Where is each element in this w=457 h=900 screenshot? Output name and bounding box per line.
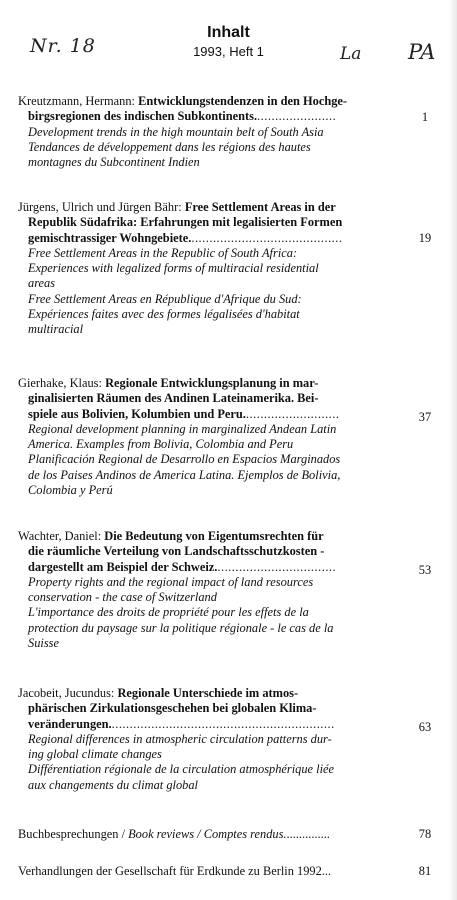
entry-author: Wachter, Daniel: [18, 529, 102, 543]
proceedings-page-number: 81 [418, 864, 432, 878]
leader-dots: .............. [286, 827, 330, 841]
entry-translation: Regional differences in atmospheric circulation patterns dur- [28, 731, 332, 746]
reviews-label-italic: Book reviews / Comptes rendus. [128, 827, 287, 841]
entry-translation: Free Settlement Areas en République d'Afrique du Sud: [28, 291, 302, 306]
handwritten-note-left: Nr. 18 [30, 35, 96, 57]
entry-title-line: spiele aus Bolivien, Kolumbien und Peru. [28, 406, 246, 421]
entry-translation: Free Settlement Areas in the Republic of South Africa: [28, 245, 298, 260]
entry-title-line: ginalisierten Räumen des Andinen Lateinamerika. Bei- [28, 391, 319, 406]
toc-entry[interactable] [18, 94, 400, 170]
entry-translation: Différentiation régionale de la circulation atmosphérique liée [28, 762, 335, 777]
entry-page-number: 1 [421, 110, 429, 124]
leader-dots: .............................................................. [111, 716, 335, 731]
entry-title-line: phärischen Zirkulationsgeschehen bei globalen Klima- [28, 701, 317, 716]
toc-entry[interactable] [18, 529, 400, 651]
entry-translation: conservation - the case of Switzerland [28, 590, 217, 605]
entry-translation: ing global climate changes [28, 747, 162, 762]
proceedings-label: Verhandlungen der Gesellschaft für Erdkunde zu Berlin 1992 [18, 864, 322, 878]
entry-translation: Suisse [28, 636, 59, 651]
entry-title-line: birgsregionen des indischen Subkontinents. [28, 109, 258, 124]
entry-translation: Colombia y Perú [28, 483, 113, 498]
toc-entry-proceedings[interactable] [18, 864, 400, 879]
entry-translation: Property rights and the regional impact of land resources [28, 574, 314, 589]
toc-entry[interactable] [18, 200, 400, 338]
entry-translation: Regional development planning in marginalized Andean Latin [28, 421, 337, 436]
entry-author: Gierhake, Klaus: [18, 376, 102, 390]
toc-title: Inhalt [207, 24, 250, 41]
entry-translation: de los Paises Andinos de America Latina. Ejemplos de Bolivia, [28, 467, 341, 482]
toc-issue: 1993, Heft 1 [193, 44, 264, 59]
handwritten-note-right: PA [408, 40, 436, 64]
entry-title-line: Die Bedeutung von Eigentumsrechten für [104, 529, 324, 543]
entry-page-number: 63 [418, 720, 432, 734]
toc-entry[interactable] [18, 686, 400, 793]
toc-entry-reviews[interactable] [18, 827, 400, 842]
entry-title-line: die räumliche Verteilung von Landschaftsschutzkosten - [28, 544, 325, 559]
leader-dots: ...................... [257, 109, 337, 124]
entry-page-number: 53 [418, 563, 432, 577]
scan-edge-shadow [449, 0, 457, 900]
leader-dots: .......................................... [191, 230, 343, 245]
entry-translation: Planificación Regional de Desarrollo en Espacios Marginados [28, 452, 341, 467]
entry-page-number: 37 [418, 410, 432, 424]
entry-translation: Expériences faites avec des formes légalisées d'habitat [28, 307, 300, 322]
entry-author: Kreutzmann, Hermann: [18, 94, 135, 108]
entry-title-line: Entwicklungstendenzen in den Hochge- [138, 94, 348, 108]
entry-title-line: dargestellt am Beispiel der Schweiz. [28, 559, 218, 574]
entry-translation: protection du paysage sur la politique régionale - le cas de la [28, 620, 334, 635]
entry-title-line: Republik Südafrika: Erfahrungen mit legalisierten Formen [28, 215, 343, 230]
entry-author: Jacobeit, Jucundus: [18, 686, 115, 700]
entry-author: Jürgens, Ulrich und Jürgen Bähr: [18, 200, 182, 214]
leader-dots: .......................... [245, 406, 340, 421]
entry-title-line: veränderungen. [28, 716, 112, 731]
entry-translation: America. Examples from Bolivia, Colombia and Peru [28, 437, 294, 452]
entry-translation: aux changements du climat global [28, 777, 198, 792]
leader-dots: ... [321, 864, 332, 878]
entry-title-line: Regionale Entwicklungsplanung in mar- [105, 376, 319, 390]
entry-translation: Tendances de développement dans les régions des hautes [28, 139, 311, 154]
entry-title-line: Free Settlement Areas in der [184, 200, 336, 214]
toc-entry[interactable] [18, 376, 400, 498]
reviews-page-number: 78 [418, 827, 432, 841]
entry-title-line: gemischtrassiger Wohngebiete. [28, 230, 192, 245]
leader-dots: ................................. [217, 559, 337, 574]
entry-translation: Experiences with legalized forms of multiracial residential [28, 261, 319, 276]
entry-title-line: Regionale Unterschiede im atmos- [117, 686, 299, 700]
entry-page-number: 19 [418, 231, 432, 245]
reviews-label: Buchbesprechungen / [18, 827, 129, 841]
entry-translation: areas [28, 276, 56, 291]
entry-translation: L'importance des droits de propriété pour les effets de la [28, 605, 309, 620]
entry-translation: multiracial [28, 322, 84, 337]
entry-translation: montagnes du Subcontinent Indien [28, 155, 200, 170]
handwritten-note-mid: La [340, 44, 362, 64]
entry-translation: Development trends in the high mountain belt of South Asia [28, 124, 324, 139]
